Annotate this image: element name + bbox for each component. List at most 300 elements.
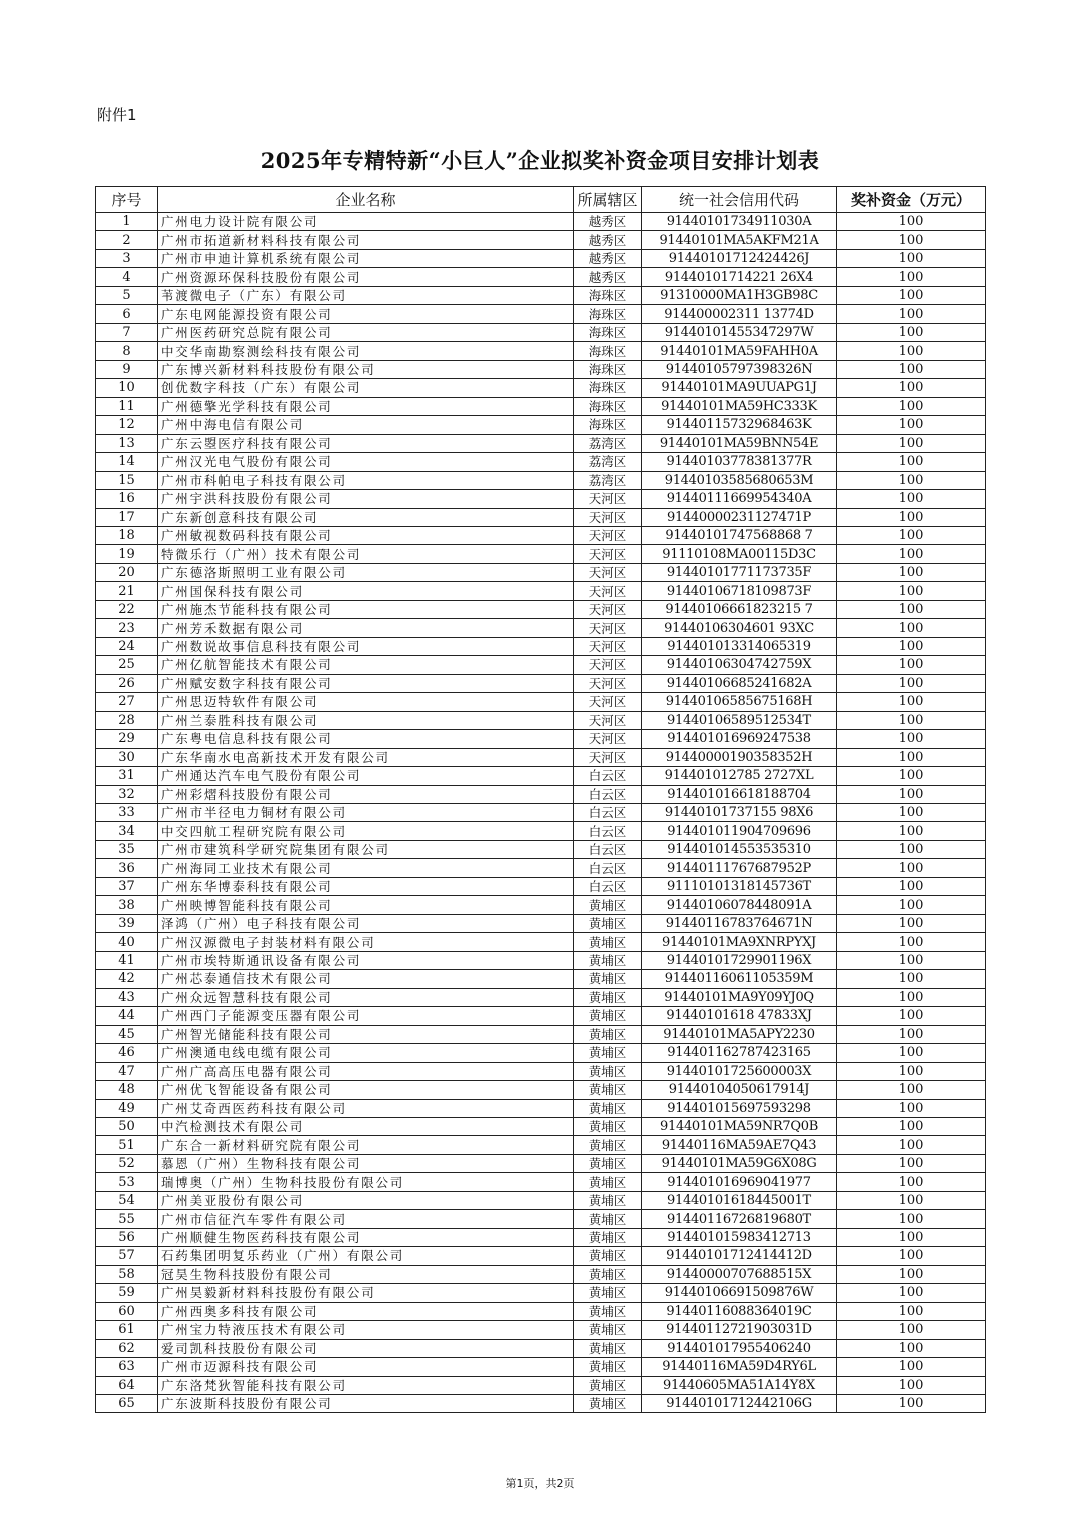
table-row (96, 1358, 986, 1376)
table-row (96, 213, 986, 231)
row-index: 29 (96, 730, 158, 748)
credit-code: 91110101318145736T (642, 877, 837, 895)
row-index: 59 (96, 1284, 158, 1302)
credit-code: 91440101618 47833XJ (642, 1007, 837, 1025)
subsidy-amount: 100 (837, 896, 986, 914)
row-index: 47 (96, 1062, 158, 1080)
subsidy-amount: 100 (837, 582, 986, 600)
district: 海珠区 (574, 416, 642, 434)
company-name: 广州宝力特液压技术有限公司 (158, 1321, 574, 1339)
table-row (96, 748, 986, 766)
table-row (96, 1284, 986, 1302)
table-row (96, 1062, 986, 1080)
row-index: 44 (96, 1007, 158, 1025)
company-name: 广州市科帕电子科技有限公司 (158, 471, 574, 489)
table-row (96, 360, 986, 378)
company-name: 广州西奥多科技有限公司 (158, 1302, 574, 1320)
table-row (96, 1136, 986, 1154)
row-index: 25 (96, 656, 158, 674)
credit-code: 91440101MA9Y09YJ0Q (642, 988, 837, 1006)
district: 黄埔区 (574, 896, 642, 914)
district: 白云区 (574, 804, 642, 822)
credit-code: 91440101737155 98X6 (642, 804, 837, 822)
credit-code: 91440106661823215 7 (642, 600, 837, 618)
row-index: 3 (96, 249, 158, 267)
company-name: 广州艾奇西医药科技有限公司 (158, 1099, 574, 1117)
district: 白云区 (574, 822, 642, 840)
credit-code: 91440605MA51A14Y8X (642, 1376, 837, 1394)
table-row (96, 1099, 986, 1117)
subsidy-amount: 100 (837, 453, 986, 471)
credit-code: 91440106718109873F (642, 582, 837, 600)
column-header-subsidy: 奖补资金（万元） (837, 187, 986, 213)
page-title: 2025年专精特新“小巨人”企业拟奖补资金项目安排计划表 (260, 148, 820, 173)
row-index: 6 (96, 305, 158, 323)
table-row (96, 545, 986, 563)
row-index: 21 (96, 582, 158, 600)
district: 黄埔区 (574, 1173, 642, 1191)
subsidy-amount: 100 (837, 693, 986, 711)
company-name: 广东电网能源投资有限公司 (158, 305, 574, 323)
company-name: 广州国保科技有限公司 (158, 582, 574, 600)
company-name: 广州赋安数字科技有限公司 (158, 674, 574, 692)
credit-code: 914401014553535310 (642, 840, 837, 858)
credit-code: 91440101714221 26X4 (642, 268, 837, 286)
district: 越秀区 (574, 213, 642, 231)
district: 黄埔区 (574, 951, 642, 969)
district: 黄埔区 (574, 1284, 642, 1302)
district: 黄埔区 (574, 933, 642, 951)
district: 黄埔区 (574, 1007, 642, 1025)
row-index: 38 (96, 896, 158, 914)
district: 黄埔区 (574, 1247, 642, 1265)
district: 天河区 (574, 563, 642, 581)
district: 海珠区 (574, 360, 642, 378)
credit-code: 91440000231127471P (642, 508, 837, 526)
district: 黄埔区 (574, 1044, 642, 1062)
company-name: 广东粤电信息科技有限公司 (158, 730, 574, 748)
allocation-table (95, 186, 986, 1413)
company-name: 广州市迈源科技有限公司 (158, 1358, 574, 1376)
table-row (96, 1173, 986, 1191)
company-name: 创优数字科技（广东）有限公司 (158, 379, 574, 397)
credit-code: 91440101MA59NR7Q0B (642, 1117, 837, 1135)
district: 海珠区 (574, 305, 642, 323)
company-name: 广州施杰节能科技有限公司 (158, 600, 574, 618)
table-row (96, 526, 986, 544)
credit-code: 91440116061105359M (642, 970, 837, 988)
subsidy-amount: 100 (837, 434, 986, 452)
subsidy-amount: 100 (837, 213, 986, 231)
company-name: 广州数说故事信息科技有限公司 (158, 637, 574, 655)
credit-code: 91110108MA00115D3C (642, 545, 837, 563)
credit-code: 914401016969041977 (642, 1173, 837, 1191)
row-index: 15 (96, 471, 158, 489)
credit-code: 91440116MA59AE7Q43 (642, 1136, 837, 1154)
company-name: 广东波斯科技股份有限公司 (158, 1395, 574, 1413)
credit-code: 91440106304601 93XC (642, 619, 837, 637)
table-row (96, 785, 986, 803)
company-name: 广州广高高压电器有限公司 (158, 1062, 574, 1080)
row-index: 24 (96, 637, 158, 655)
credit-code: 91440101MA9UUAPG1J (642, 379, 837, 397)
company-name: 苇渡微电子（广东）有限公司 (158, 286, 574, 304)
subsidy-amount: 100 (837, 1136, 986, 1154)
row-index: 57 (96, 1247, 158, 1265)
district: 黄埔区 (574, 1302, 642, 1320)
table-row (96, 914, 986, 932)
table-row (96, 1395, 986, 1413)
subsidy-amount: 100 (837, 1321, 986, 1339)
company-name: 石药集团明复乐药业（广州）有限公司 (158, 1247, 574, 1265)
credit-code: 91440101734911030A (642, 213, 837, 231)
table-row (96, 1228, 986, 1246)
table-row (96, 693, 986, 711)
subsidy-amount: 100 (837, 730, 986, 748)
subsidy-amount: 100 (837, 416, 986, 434)
company-name: 泽鸿（广州）电子科技有限公司 (158, 914, 574, 932)
company-name: 广州汉源微电子封装材料有限公司 (158, 933, 574, 951)
row-index: 10 (96, 379, 158, 397)
district: 海珠区 (574, 286, 642, 304)
district: 天河区 (574, 674, 642, 692)
table-row (96, 286, 986, 304)
subsidy-amount: 100 (837, 748, 986, 766)
subsidy-amount: 100 (837, 1173, 986, 1191)
company-name: 广州市半径电力铜材有限公司 (158, 804, 574, 822)
row-index: 53 (96, 1173, 158, 1191)
row-index: 7 (96, 323, 158, 341)
table-row (96, 1247, 986, 1265)
company-name: 瑞博奥（广州）生物科技股份有限公司 (158, 1173, 574, 1191)
row-index: 34 (96, 822, 158, 840)
table-row (96, 305, 986, 323)
credit-code: 91440103585680653M (642, 471, 837, 489)
district: 天河区 (574, 526, 642, 544)
row-index: 46 (96, 1044, 158, 1062)
row-index: 22 (96, 600, 158, 618)
row-index: 61 (96, 1321, 158, 1339)
credit-code: 914400002311 13774D (642, 305, 837, 323)
table-row (96, 1025, 986, 1043)
company-name: 广州电力设计院有限公司 (158, 213, 574, 231)
table-row (96, 563, 986, 581)
company-name: 广州众远智慧科技有限公司 (158, 988, 574, 1006)
district: 黄埔区 (574, 914, 642, 932)
district: 天河区 (574, 582, 642, 600)
table-row (96, 397, 986, 415)
row-index: 1 (96, 213, 158, 231)
company-name: 广州思迈特软件有限公司 (158, 693, 574, 711)
row-index: 19 (96, 545, 158, 563)
subsidy-amount: 100 (837, 785, 986, 803)
table-row (96, 1339, 986, 1357)
company-name: 广州亿航智能技术有限公司 (158, 656, 574, 674)
subsidy-amount: 100 (837, 804, 986, 822)
subsidy-amount: 100 (837, 1247, 986, 1265)
subsidy-amount: 100 (837, 249, 986, 267)
row-index: 39 (96, 914, 158, 932)
table-row (96, 933, 986, 951)
subsidy-amount: 100 (837, 305, 986, 323)
credit-code: 91440101MA5AKFM21A (642, 231, 837, 249)
district: 越秀区 (574, 249, 642, 267)
credit-code: 91440101455347297W (642, 323, 837, 341)
subsidy-amount: 100 (837, 674, 986, 692)
row-index: 49 (96, 1099, 158, 1117)
subsidy-amount: 100 (837, 360, 986, 378)
credit-code: 91440101725600003X (642, 1062, 837, 1080)
subsidy-amount: 100 (837, 951, 986, 969)
credit-code: 91440106304742759X (642, 656, 837, 674)
district: 天河区 (574, 545, 642, 563)
row-index: 33 (96, 804, 158, 822)
credit-code: 914401012785 2727XL (642, 767, 837, 785)
subsidy-amount: 100 (837, 268, 986, 286)
district: 荔湾区 (574, 471, 642, 489)
district: 黄埔区 (574, 1099, 642, 1117)
credit-code: 91440101771173735F (642, 563, 837, 581)
subsidy-amount: 100 (837, 877, 986, 895)
credit-code: 91440106585675168H (642, 693, 837, 711)
company-name: 广州德擎光学科技有限公司 (158, 397, 574, 415)
district: 白云区 (574, 785, 642, 803)
company-name: 广州兰泰胜科技有限公司 (158, 711, 574, 729)
credit-code: 91440101MA59FAHH0A (642, 342, 837, 360)
table-row (96, 859, 986, 877)
row-index: 43 (96, 988, 158, 1006)
company-name: 广州医药研究总院有限公司 (158, 323, 574, 341)
district: 黄埔区 (574, 1228, 642, 1246)
district: 黄埔区 (574, 1025, 642, 1043)
credit-code: 914401011904709696 (642, 822, 837, 840)
table-row (96, 656, 986, 674)
credit-code: 91440101712424426J (642, 249, 837, 267)
row-index: 14 (96, 453, 158, 471)
district: 黄埔区 (574, 1339, 642, 1357)
table-row (96, 268, 986, 286)
subsidy-amount: 100 (837, 1210, 986, 1228)
credit-code: 914401013314065319 (642, 637, 837, 655)
district: 黄埔区 (574, 1358, 642, 1376)
row-index: 27 (96, 693, 158, 711)
company-name: 广州映博智能科技有限公司 (158, 896, 574, 914)
district: 天河区 (574, 748, 642, 766)
table-row (96, 1376, 986, 1394)
subsidy-amount: 100 (837, 637, 986, 655)
column-header-company: 企业名称 (158, 187, 574, 213)
company-name: 广州海同工业技术有限公司 (158, 859, 574, 877)
credit-code: 91440101729901196X (642, 951, 837, 969)
district: 黄埔区 (574, 1191, 642, 1209)
row-index: 31 (96, 767, 158, 785)
subsidy-amount: 100 (837, 656, 986, 674)
subsidy-amount: 100 (837, 933, 986, 951)
subsidy-amount: 100 (837, 711, 986, 729)
district: 天河区 (574, 693, 642, 711)
credit-code: 91440000190358352H (642, 748, 837, 766)
company-name: 广东洛梵狄智能科技有限公司 (158, 1376, 574, 1394)
subsidy-amount: 100 (837, 600, 986, 618)
company-name: 中汽检测技术有限公司 (158, 1117, 574, 1135)
row-index: 2 (96, 231, 158, 249)
row-index: 26 (96, 674, 158, 692)
company-name: 广州宇洪科技股份有限公司 (158, 490, 574, 508)
credit-code: 91310000MA1H3GB98C (642, 286, 837, 304)
table-row (96, 453, 986, 471)
credit-code: 91440106691509876W (642, 1284, 837, 1302)
credit-code: 914401015697593298 (642, 1099, 837, 1117)
row-index: 54 (96, 1191, 158, 1209)
table-row (96, 1154, 986, 1172)
credit-code: 914401017955406240 (642, 1339, 837, 1357)
subsidy-amount: 100 (837, 342, 986, 360)
district: 天河区 (574, 637, 642, 655)
table-row (96, 323, 986, 341)
row-index: 9 (96, 360, 158, 378)
row-index: 28 (96, 711, 158, 729)
table-row (96, 730, 986, 748)
credit-code: 91440101MA59G6X08G (642, 1154, 837, 1172)
row-index: 35 (96, 840, 158, 858)
table-row (96, 1044, 986, 1062)
table-row (96, 1117, 986, 1135)
district: 黄埔区 (574, 1321, 642, 1339)
credit-code: 91440106078448091A (642, 896, 837, 914)
row-index: 41 (96, 951, 158, 969)
credit-code: 91440116MA59D4RY6L (642, 1358, 837, 1376)
district: 越秀区 (574, 231, 642, 249)
row-index: 18 (96, 526, 158, 544)
table-row (96, 1210, 986, 1228)
district: 黄埔区 (574, 1062, 642, 1080)
company-name: 广州中海电信有限公司 (158, 416, 574, 434)
credit-code: 91440111767687952P (642, 859, 837, 877)
table-row (96, 1321, 986, 1339)
subsidy-amount: 100 (837, 1339, 986, 1357)
subsidy-amount: 100 (837, 379, 986, 397)
district: 海珠区 (574, 342, 642, 360)
subsidy-amount: 100 (837, 1062, 986, 1080)
credit-code: 914401016618188704 (642, 785, 837, 803)
company-name: 广州东华博泰科技有限公司 (158, 877, 574, 895)
district: 白云区 (574, 859, 642, 877)
row-index: 8 (96, 342, 158, 360)
credit-code: 91440104050617914J (642, 1081, 837, 1099)
row-index: 5 (96, 286, 158, 304)
company-name: 广州美亚股份有限公司 (158, 1191, 574, 1209)
credit-code: 91440101MA59BNN54E (642, 434, 837, 452)
column-header-credit-code: 统一社会信用代码 (642, 187, 837, 213)
subsidy-amount: 100 (837, 1044, 986, 1062)
table-row (96, 249, 986, 267)
subsidy-amount: 100 (837, 619, 986, 637)
row-index: 58 (96, 1265, 158, 1283)
subsidy-amount: 100 (837, 822, 986, 840)
row-index: 11 (96, 397, 158, 415)
page-footer: 第1页，共2页 (505, 1477, 575, 1490)
subsidy-amount: 100 (837, 767, 986, 785)
subsidy-amount: 100 (837, 1081, 986, 1099)
subsidy-amount: 100 (837, 397, 986, 415)
row-index: 13 (96, 434, 158, 452)
subsidy-amount: 100 (837, 563, 986, 581)
company-name: 冠昊生物科技股份有限公司 (158, 1265, 574, 1283)
subsidy-amount: 100 (837, 231, 986, 249)
subsidy-amount: 100 (837, 1117, 986, 1135)
row-index: 12 (96, 416, 158, 434)
row-index: 45 (96, 1025, 158, 1043)
company-name: 广州市建筑科学研究院集团有限公司 (158, 840, 574, 858)
subsidy-amount: 100 (837, 323, 986, 341)
district: 天河区 (574, 619, 642, 637)
company-name: 广州市埃特斯通讯设备有限公司 (158, 951, 574, 969)
company-name: 广东新创意科技有限公司 (158, 508, 574, 526)
company-name: 广州优飞智能设备有限公司 (158, 1081, 574, 1099)
company-name: 广州资源环保科技股份有限公司 (158, 268, 574, 286)
credit-code: 91440111669954340A (642, 490, 837, 508)
row-index: 36 (96, 859, 158, 877)
credit-code: 91440115732968463K (642, 416, 837, 434)
credit-code: 91440103778381377R (642, 453, 837, 471)
credit-code: 91440101618445001T (642, 1191, 837, 1209)
company-name: 广州市信征汽车零件有限公司 (158, 1210, 574, 1228)
subsidy-amount: 100 (837, 1284, 986, 1302)
credit-code: 91440101MA5APY2230 (642, 1025, 837, 1043)
subsidy-amount: 100 (837, 1191, 986, 1209)
company-name: 慕恩（广州）生物科技有限公司 (158, 1154, 574, 1172)
credit-code: 914401015983412713 (642, 1228, 837, 1246)
subsidy-amount: 100 (837, 1358, 986, 1376)
row-index: 16 (96, 490, 158, 508)
row-index: 48 (96, 1081, 158, 1099)
table-row (96, 582, 986, 600)
row-index: 62 (96, 1339, 158, 1357)
company-name: 广州彩熠科技股份有限公司 (158, 785, 574, 803)
column-header-district: 所属辖区 (574, 187, 642, 213)
subsidy-amount: 100 (837, 914, 986, 932)
credit-code: 91440101747568868 7 (642, 526, 837, 544)
company-name: 广州市拓道新材料科技有限公司 (158, 231, 574, 249)
row-index: 37 (96, 877, 158, 895)
credit-code: 914401162787423165 (642, 1044, 837, 1062)
table-row (96, 822, 986, 840)
company-name: 中交四航工程研究院有限公司 (158, 822, 574, 840)
subsidy-amount: 100 (837, 1395, 986, 1413)
row-index: 32 (96, 785, 158, 803)
table-row (96, 508, 986, 526)
subsidy-amount: 100 (837, 970, 986, 988)
district: 白云区 (574, 877, 642, 895)
row-index: 30 (96, 748, 158, 766)
company-name: 爱司凯科技股份有限公司 (158, 1339, 574, 1357)
district: 黄埔区 (574, 1265, 642, 1283)
table-row (96, 231, 986, 249)
subsidy-amount: 100 (837, 840, 986, 858)
table-row (96, 988, 986, 1006)
district: 黄埔区 (574, 1210, 642, 1228)
row-index: 63 (96, 1358, 158, 1376)
row-index: 55 (96, 1210, 158, 1228)
credit-code: 914401016969247538 (642, 730, 837, 748)
district: 黄埔区 (574, 1081, 642, 1099)
district: 荔湾区 (574, 453, 642, 471)
subsidy-amount: 100 (837, 490, 986, 508)
attachment-label: 附件1 (97, 106, 137, 124)
subsidy-amount: 100 (837, 1025, 986, 1043)
district: 天河区 (574, 711, 642, 729)
company-name: 广州芯泰通信技术有限公司 (158, 970, 574, 988)
